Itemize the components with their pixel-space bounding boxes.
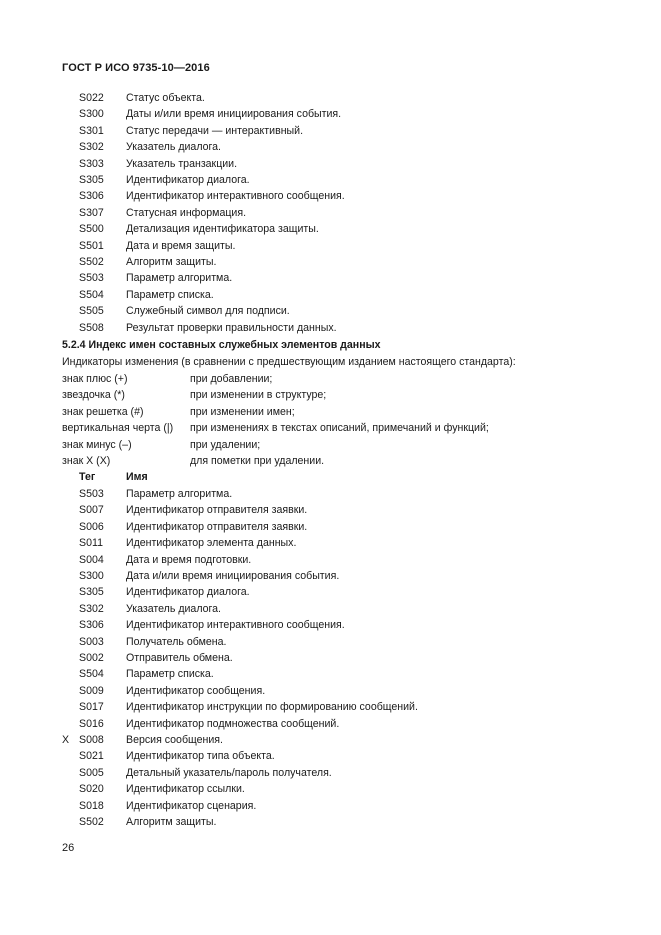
- item-code: S505: [79, 305, 104, 318]
- item-code: S504: [79, 668, 104, 681]
- item-code: S302: [79, 141, 104, 154]
- item-name: Статусная информация.: [126, 206, 247, 219]
- indicator-description: при изменении имен;: [190, 405, 295, 418]
- item-name: Идентификатор сценария.: [126, 799, 257, 812]
- item-code: S011: [79, 537, 103, 550]
- item-code: S007: [79, 504, 104, 517]
- item-name: Указатель диалога.: [126, 141, 221, 154]
- item-name: Идентификатор диалога.: [126, 586, 250, 599]
- item-code: S301: [79, 124, 104, 137]
- item-code: S501: [79, 239, 104, 252]
- item-code: S508: [79, 321, 104, 334]
- item-name: Версия сообщения.: [126, 734, 223, 746]
- item-code: S305: [79, 174, 104, 186]
- item-code: S305: [79, 586, 104, 599]
- item-name: Алгоритм защиты.: [126, 816, 217, 828]
- item-code: S300: [79, 570, 104, 582]
- item-name: Идентификатор интерактивного сообщения.: [126, 619, 345, 632]
- item-name: Служебный символ для подписи.: [126, 305, 290, 318]
- item-name: Дата и время защиты.: [126, 239, 236, 252]
- document-header: ГОСТ Р ИСО 9735-10—2016: [62, 62, 210, 74]
- item-code: S307: [79, 206, 104, 219]
- item-code: S018: [79, 799, 104, 812]
- item-code: S502: [79, 256, 104, 268]
- item-name: Статус передачи — интерактивный.: [126, 124, 304, 137]
- page-number: 26: [62, 842, 75, 854]
- item-name: Идентификатор сообщения.: [126, 684, 266, 697]
- item-name: Алгоритм защиты.: [126, 256, 217, 268]
- item-name: Указатель транзакции.: [126, 157, 238, 170]
- item-name: Идентификатор интерактивного сообщения.: [126, 190, 345, 203]
- item-code: S002: [79, 652, 104, 664]
- item-code: S504: [79, 288, 104, 301]
- indicator-description: при изменениях в текстах описаний, примечаний и функций;: [190, 422, 489, 435]
- item-name: Идентификатор ссылки.: [126, 783, 245, 796]
- item-code: S502: [79, 816, 104, 828]
- indicator-description: при удалении;: [190, 438, 261, 451]
- item-code: S004: [79, 553, 104, 566]
- item-name: Результат проверки правильности данных.: [126, 321, 337, 334]
- item-code: S500: [79, 223, 104, 236]
- item-name: Идентификатор отправителя заявки.: [126, 504, 308, 517]
- item-code: S300: [79, 108, 104, 121]
- item-name: Идентификатор типа объекта.: [126, 750, 275, 763]
- item-name: Дата и/или время инициирования события.: [126, 570, 340, 582]
- item-code: S003: [79, 635, 104, 648]
- change-indicator: X: [62, 734, 70, 746]
- name-column-header: Имя: [126, 471, 148, 483]
- item-name: Параметр списка.: [126, 288, 214, 301]
- item-code: S009: [79, 684, 104, 697]
- item-name: Идентификатор элемента данных.: [126, 537, 297, 550]
- item-code: S503: [79, 272, 104, 285]
- indicator-description: при добавлении;: [190, 373, 273, 385]
- item-name: Статус объекта.: [126, 92, 205, 104]
- item-name: Даты и/или время инициирования события.: [126, 108, 342, 121]
- indicator-label: звездочка (*): [62, 389, 125, 402]
- indicators-intro-text: Индикаторы изменения (в сравнении с предшествующим изданием настоящего стандарта):: [62, 356, 516, 368]
- item-code: S006: [79, 520, 104, 533]
- item-code: S021: [79, 750, 104, 763]
- section-heading-text: 5.2.4 Индекс имен составных служебных элементов данных: [62, 339, 381, 351]
- indicator-description: при изменении в структуре;: [190, 389, 327, 402]
- item-name: Детальный указатель/пароль получателя.: [126, 766, 332, 779]
- item-name: Получатель обмена.: [126, 635, 227, 648]
- indicator-label: знак минус (–): [62, 438, 132, 451]
- item-code: S306: [79, 619, 104, 632]
- item-name: Отправитель обмена.: [126, 652, 233, 664]
- item-name: Детализация идентификатора защиты.: [126, 223, 319, 236]
- item-name: Дата и время подготовки.: [126, 553, 252, 566]
- item-name: Идентификатор подмножества сообщений.: [126, 717, 340, 730]
- item-code: S303: [79, 157, 104, 170]
- item-name: Идентификатор отправителя заявки.: [126, 520, 308, 533]
- item-code: S302: [79, 602, 104, 615]
- item-code: S016: [79, 717, 104, 730]
- item-name: Параметр алгоритма.: [126, 488, 233, 500]
- item-name: Параметр списка.: [126, 668, 214, 681]
- item-name: Указатель диалога.: [126, 602, 221, 615]
- tag-column-header: Тег: [79, 471, 96, 483]
- item-code: S503: [79, 488, 104, 500]
- item-name: Идентификатор инструкции по формированию сообщений.: [126, 701, 418, 714]
- indicator-label: вертикальная черта (|): [62, 422, 174, 435]
- item-code: S020: [79, 783, 104, 796]
- indicator-label: знак решетка (#): [62, 405, 144, 418]
- indicator-description: для пометки при удалении.: [190, 455, 325, 467]
- item-code: S008: [79, 734, 104, 746]
- item-code: S017: [79, 701, 104, 714]
- item-code: S306: [79, 190, 104, 203]
- indicator-label: знак плюс (+): [62, 373, 128, 385]
- indicator-label: знак X (X): [62, 455, 111, 467]
- item-code: S022: [79, 92, 104, 104]
- item-name: Параметр алгоритма.: [126, 272, 233, 285]
- item-name: Идентификатор диалога.: [126, 174, 250, 186]
- item-code: S005: [79, 766, 104, 779]
